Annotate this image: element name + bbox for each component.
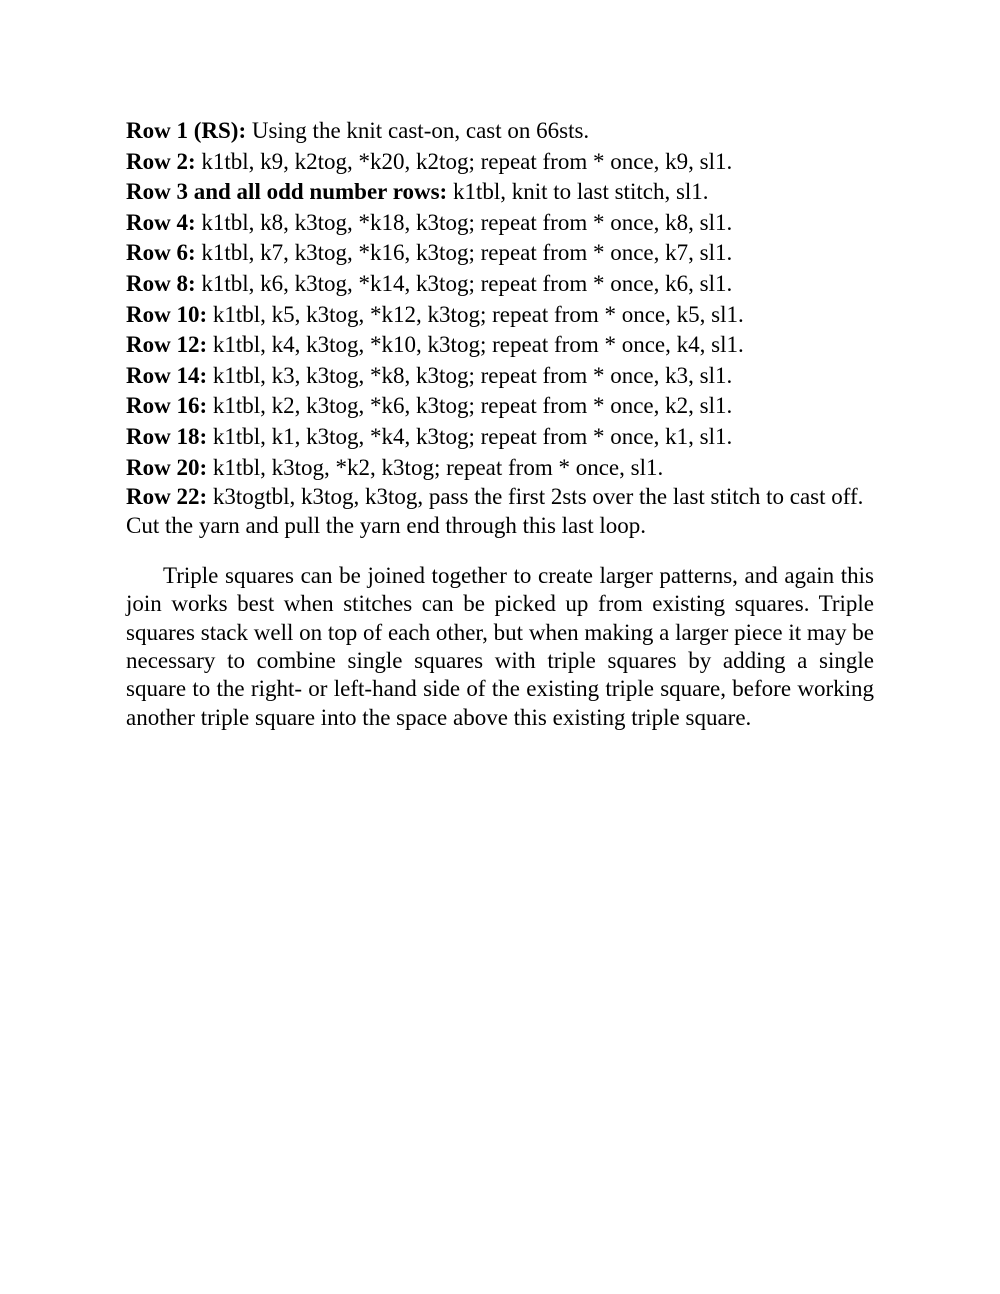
row-label: Row 10: xyxy=(126,301,208,327)
row-label: Row 2: xyxy=(126,148,196,174)
row-label: Row 3 and all odd number rows: xyxy=(126,179,448,205)
row-label: Row 4: xyxy=(126,209,196,235)
row-instruction: Using the knit cast-on, cast on 66sts. xyxy=(251,118,590,143)
row-instruction: k1tbl, k3tog, *k2, k3tog; repeat from * once, sl1. xyxy=(212,454,664,480)
closing-instruction: Cut the yarn and pull the yarn end through this last loop. xyxy=(126,513,646,539)
pattern-row xyxy=(126,391,874,422)
row-instruction: k1tbl, k3, k3tog, *k8, k3tog; repeat from * once, k3, sl1. xyxy=(212,362,733,388)
row-instruction: k1tbl, k4, k3tog, *k10, k3tog; repeat from * once, k4, sl1. xyxy=(212,332,744,358)
pattern-rows xyxy=(126,116,874,511)
row-instruction: k1tbl, k5, k3tog, *k12, k3tog; repeat from * once, k5, sl1. xyxy=(212,301,744,327)
row-instruction: k1tbl, k2, k3tog, *k6, k3tog; repeat from * once, k2, sl1. xyxy=(212,393,733,419)
pattern-row xyxy=(126,238,874,269)
pattern-row xyxy=(126,116,874,147)
row-instruction: k1tbl, k1, k3tog, *k4, k3tog; repeat from * once, k1, sl1. xyxy=(212,423,733,449)
pattern-row xyxy=(126,330,874,361)
row-label: Row 1 (RS): xyxy=(126,118,247,143)
document-page xyxy=(126,116,874,732)
pattern-row xyxy=(126,361,874,392)
pattern-row xyxy=(126,147,874,178)
row-label: Row 20: xyxy=(126,454,208,480)
row-label: Row 8: xyxy=(126,270,196,296)
pattern-row xyxy=(126,422,874,453)
row-label: Row 14: xyxy=(126,362,208,388)
pattern-row xyxy=(126,483,874,511)
row-instruction: k1tbl, k6, k3tog, *k14, k3tog; repeat from * once, k6, sl1. xyxy=(201,270,733,296)
row-label: Row 6: xyxy=(126,240,196,266)
row-instruction: k1tbl, knit to last stitch, sl1. xyxy=(452,179,709,205)
row-instruction: k3togtbl, k3tog, k3tog, pass the first 2sts over the last stitch to cast off. xyxy=(212,484,864,510)
pattern-row xyxy=(126,453,874,484)
row-label: Row 12: xyxy=(126,332,208,358)
row-label: Row 22: xyxy=(126,484,208,510)
pattern-row xyxy=(126,208,874,239)
body-paragraph: Triple squares can be joined together to create larger patterns, and again this join works best when stitches can be picked up from existing squares. Triple squares stack well on top of each other, but when making a larger piece it may be necessary to combine single squares with triple squares by adding a single square to the right- or left-hand side of the existing triple square, before working another triple square into the space above this existing triple square. xyxy=(126,562,874,730)
pattern-row xyxy=(126,269,874,300)
row-instruction: k1tbl, k9, k2tog, *k20, k2tog; repeat from * once, k9, sl1. xyxy=(201,148,733,174)
row-instruction: k1tbl, k7, k3tog, *k16, k3tog; repeat from * once, k7, sl1. xyxy=(201,240,733,266)
row-instruction: k1tbl, k8, k3tog, *k18, k3tog; repeat from * once, k8, sl1. xyxy=(201,209,733,235)
pattern-row xyxy=(126,177,874,208)
pattern-row xyxy=(126,300,874,331)
row-label: Row 18: xyxy=(126,423,208,449)
row-label: Row 16: xyxy=(126,393,208,419)
